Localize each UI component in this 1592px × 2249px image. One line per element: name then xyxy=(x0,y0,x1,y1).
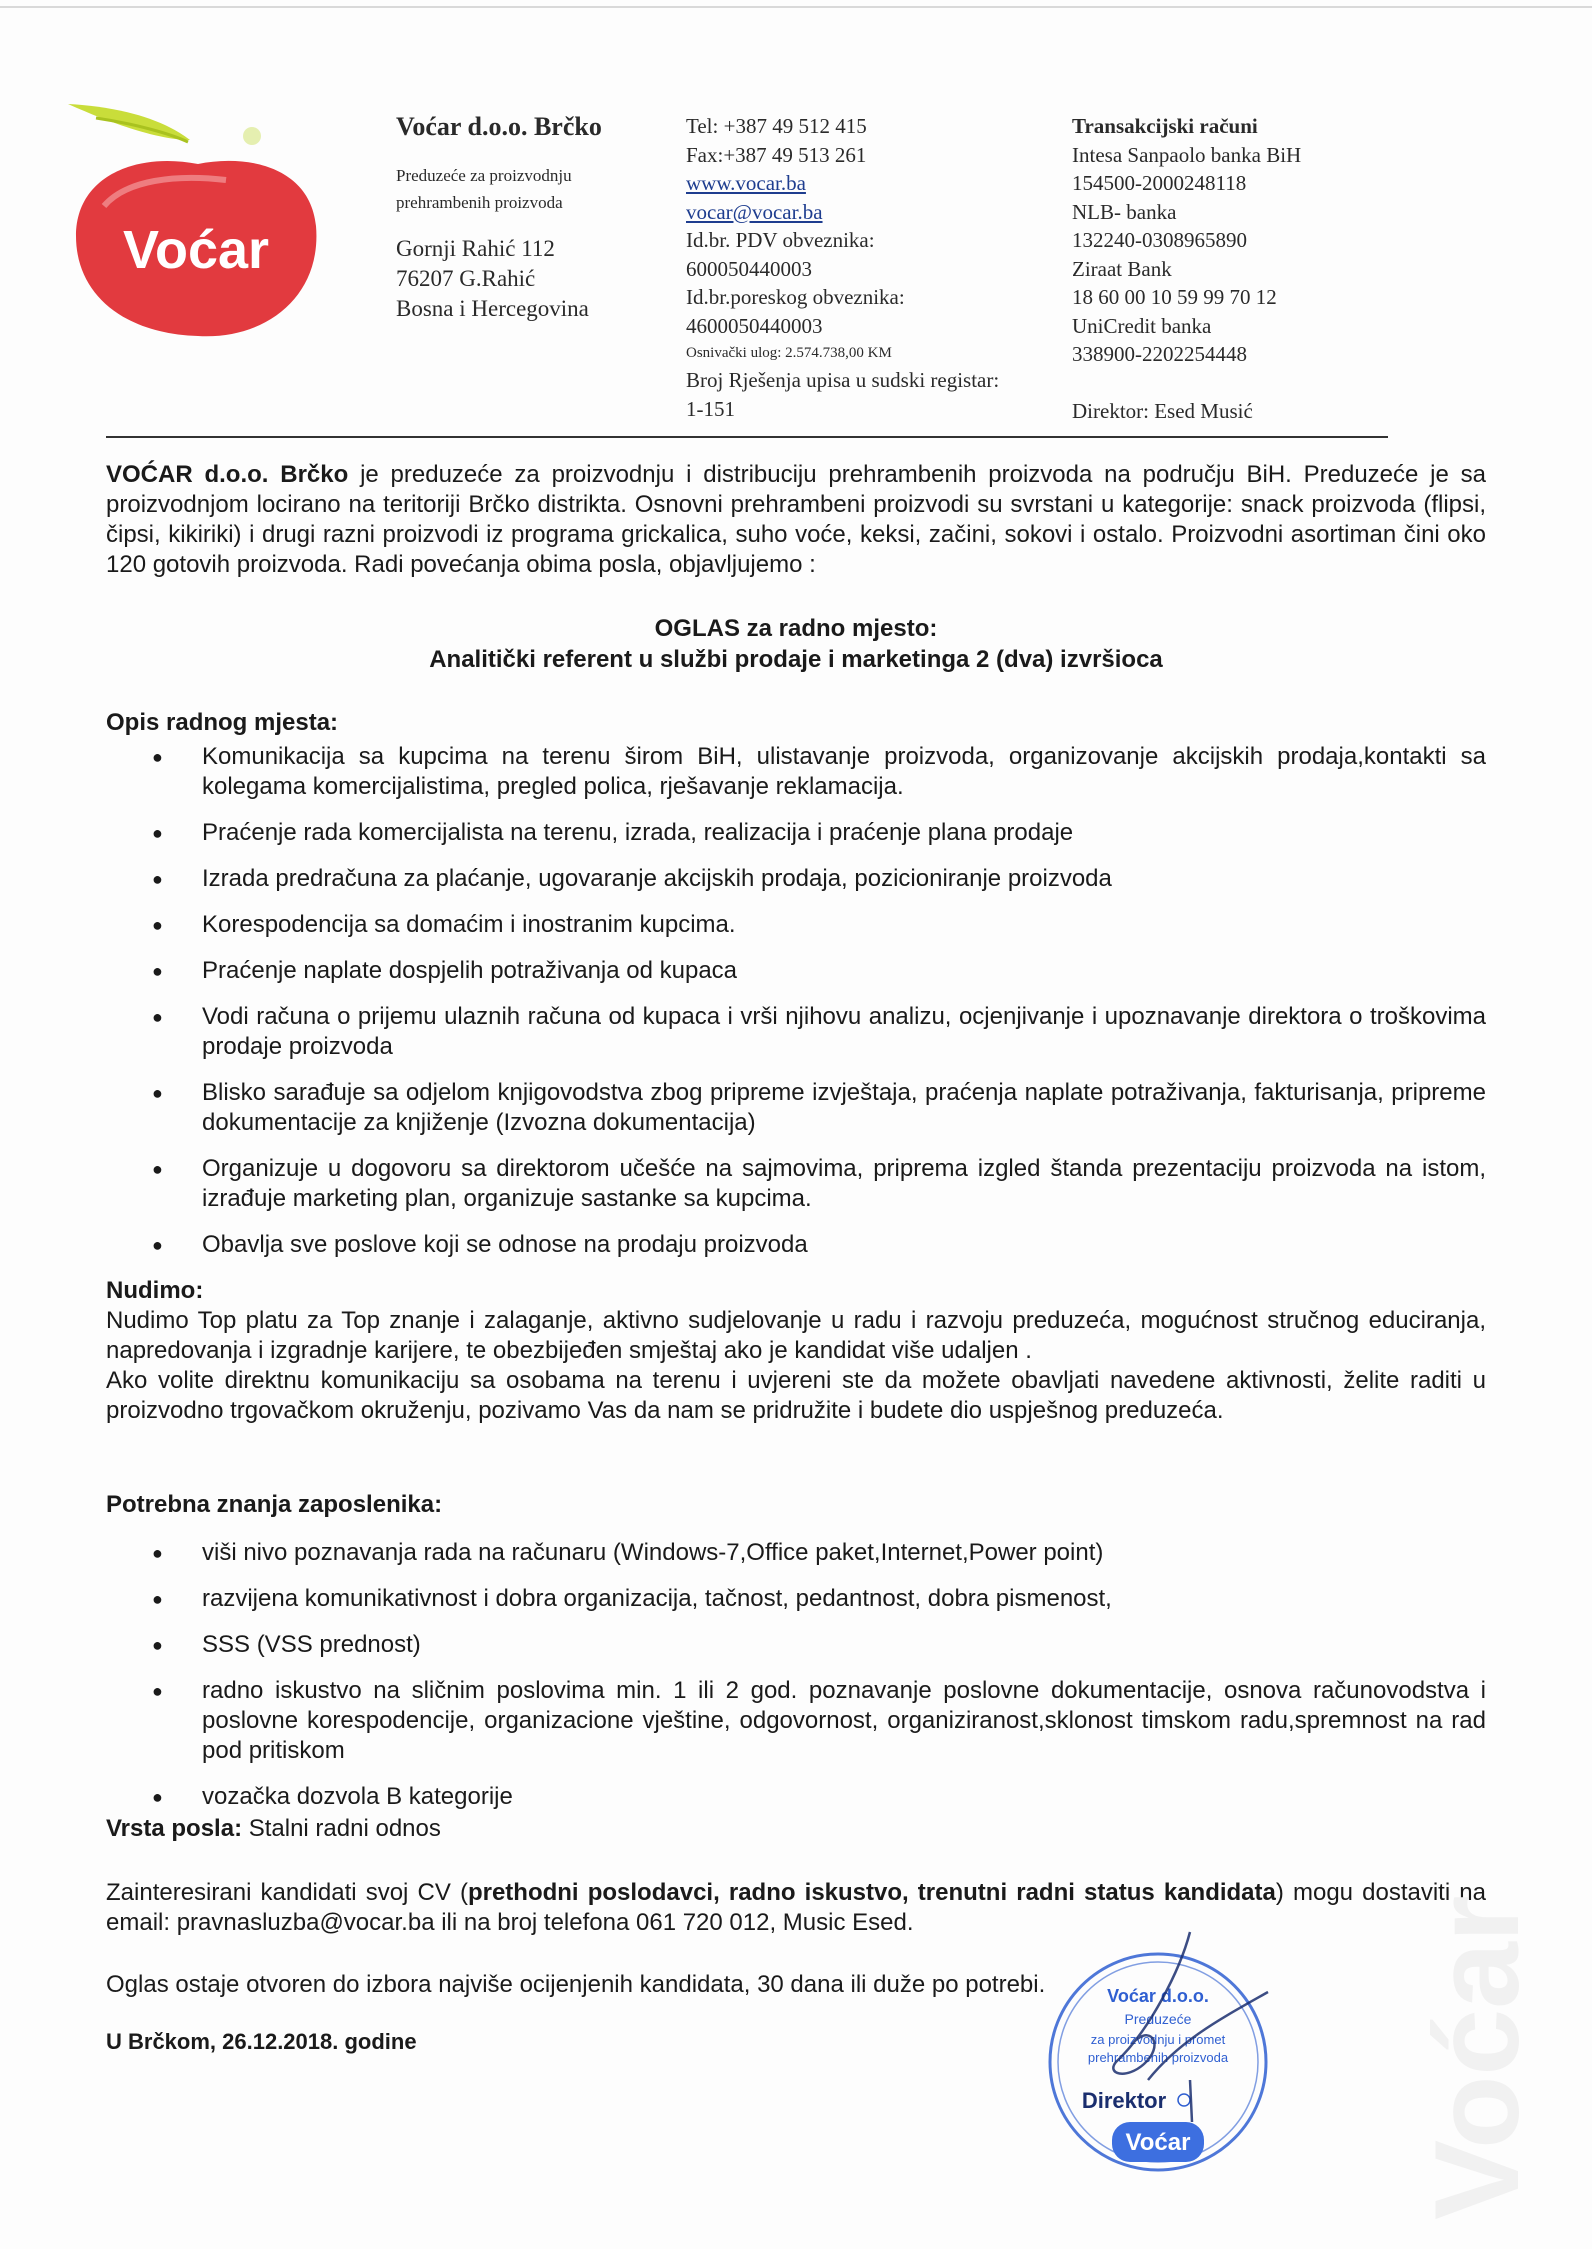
company-address-1: Gornji Rahić 112 xyxy=(396,236,555,261)
svg-text:Preduzeće: Preduzeće xyxy=(1124,2011,1192,2027)
svg-text:Voćar d.o.o.: Voćar d.o.o. xyxy=(1107,1986,1209,2006)
svg-text:Direktor: Direktor xyxy=(1081,2088,1167,2113)
watermark-text: Voćar xyxy=(1410,1895,1544,2220)
vocar-watermark xyxy=(1408,1740,1558,2240)
pdv-label: Id.br. PDV obveznika: xyxy=(686,228,875,252)
intro-company: VOĆAR d.o.o. Brčko xyxy=(106,461,349,488)
job-type xyxy=(106,1814,1486,1844)
list-item: ● viši nivo poznavanja rada na računaru (Windows-7,Office paket,Internet,Power point) xyxy=(152,1539,1104,1566)
list-item: ● razvijena komunikativnost i dobra organizacija, tačnost, pedantnost, dobra pismenost, xyxy=(152,1585,1112,1612)
director: Direktor: Esed Musić xyxy=(1072,398,1253,423)
bank-2: NLB- banka xyxy=(1072,199,1177,224)
validity-text: Oglas ostaje otvoren do izbora najviše ocijenjenih kandidata, 30 dana ili duže po potrebi. xyxy=(106,1971,1046,1998)
court-label: Broj Rješenja upisa u sudski registar: xyxy=(686,368,1000,392)
job-type-label: Vrsta posla: xyxy=(106,1815,243,1842)
pdv-number: 600050440003 xyxy=(686,256,812,281)
company-desc-1: Preduzeće za proizvodnju xyxy=(396,166,572,185)
list-item: ● Obavlja sve poslove koji se odnose na prodaju proizvoda xyxy=(152,1231,808,1258)
svg-text:prehrambenih proizvoda: prehrambenih proizvoda xyxy=(1087,2050,1229,2065)
list-item: ● Blisko sarađuje sa odjelom knjigovodstva zbog pripreme izvještaja, praćenja naplate potraživanja, fakturisanja, pripreme dokumentacije za knjiženje (Izvozna dokumentacija) xyxy=(152,1079,1486,1136)
intro-paragraph xyxy=(106,460,1486,580)
place-date: U Brčkom, 26.12.2018. godine xyxy=(106,2029,417,2054)
company-address-2: 76207 G.Rahić xyxy=(396,266,536,291)
bank-accounts xyxy=(1072,112,1301,425)
director-stamp xyxy=(1040,1930,1280,2180)
requirements-list xyxy=(106,1538,1486,1812)
list-item: ● Praćenje rada komercijalista na terenu, izrada, realizacija i praćenje plana prodaje xyxy=(152,819,1074,846)
account-1: 154500-2000248118 xyxy=(1072,171,1247,195)
list-item: ● Praćenje naplate dospjelih potraživanja od kupaca xyxy=(152,957,738,984)
account-4: 338900-2202254448 xyxy=(1072,342,1247,366)
application-paragraph: Zainteresirani kandidati svoj CV (prethodni poslodavci, radno iskustvo, trenutni radni status kandidata) mogu dostaviti na email: pravnasluzba@vocar.ba ili na broj telefona 061 720 012, Music Esed. xyxy=(106,1879,1486,1936)
list-item: ● Vodi računa o prijemu ulaznih računa od kupaca i vrši njihovu analizu, ocjenjivanje i upoznavanje direktora o troškovima prodaje proizvoda xyxy=(152,1003,1486,1060)
ad-title-2: Analitički referent u službi prodaje i marketinga 2 (dva) izvršioca xyxy=(429,646,1163,673)
list-item: ● Organizuje u dogovoru sa direktorom učešće na sajmovima, priprema izgled štanda prezentaciju proizvoda na istom, izrađuje marketing plan, organizuje sastanke sa kupcima. xyxy=(152,1155,1486,1212)
capital: Osnivački ulog: 2.574.738,00 KM xyxy=(686,345,892,361)
phone: Tel: +387 49 512 415 xyxy=(686,114,867,138)
fax: Fax:+387 49 513 261 xyxy=(686,142,867,167)
offer-heading: Nudimo: xyxy=(106,1277,204,1304)
list-item: ● vozačka dozvola B kategorije xyxy=(152,1783,513,1810)
logo-text: Voćar xyxy=(122,220,270,280)
tax-label: Id.br.poreskog obveznika: xyxy=(686,285,905,309)
tax-number: 4600050440003 xyxy=(686,313,823,338)
list-item: ● Komunikacija sa kupcima na terenu širom BiH, ulistavanje proizvoda, organizovanje akcijskih prodaja,kontakti sa kolegama komercijalistima, pregled polica, rješavanje reklamacija. xyxy=(152,743,1486,800)
list-item: ● radno iskustvo na sličnim poslovima min. 1 ili 2 god. poznavanje poslovne dokumentacije, osnova računovodstva i poslovne korespodencije, organizacione vještine, odgovornost, organiziranost,sklonost timskom radu,spremnost na rad pod pritiskom xyxy=(152,1677,1486,1764)
list-item: ● Izrada predračuna za plaćanje, ugovaranje akcijskih prodaja, pozicioniranje proizvoda xyxy=(152,865,1112,892)
description-list xyxy=(106,742,1486,1260)
account-3: 18 60 00 10 59 99 70 12 xyxy=(1072,285,1277,309)
offer-paragraph-1: Nudimo Top platu za Top znanje i zalaganje, aktivno sudjelovanje u radu i razvoju preduzeća, mogućnost stručnog educiranja, napredovanja i izgradnje karijere, te obezbijeđen smještaj ako je kandidat više udaljen . xyxy=(106,1307,1486,1364)
requirements-heading: Potrebna znanja zaposlenika: xyxy=(106,1491,443,1518)
list-item: ● SSS (VSS prednost) xyxy=(152,1631,421,1658)
scan-top-edge xyxy=(0,6,1592,8)
bank-4: UniCredit banka xyxy=(1072,313,1212,338)
account-2: 132240-0308965890 xyxy=(1072,228,1247,252)
ad-title-1: OGLAS za radno mjesto: xyxy=(654,615,938,642)
svg-text:za proizvodnju i promet: za proizvodnju i promet xyxy=(1090,2032,1226,2047)
offer-paragraph-2: Ako volite direktnu komunikaciju sa osobama na terenu i uvjereni ste da možete obavljati navedene aktivnosti, želite raditi u proizvodno trgovačkom okruženju, pozivamo Vas da nam se pridružite i budete dio uspješnog preduzeća. xyxy=(106,1367,1486,1424)
website-link[interactable]: www.vocar.ba xyxy=(686,171,806,195)
company-desc-2: prehrambenih proizvoda xyxy=(396,193,563,212)
svg-text:Voćar: Voćar xyxy=(1125,2129,1191,2156)
intro-text: je preduzeće za proizvodnju i distribuciju prehrambenih proizvoda na području BiH. Preduzeće je sa proizvodnjom locirano na teritoriji Brčko distrikta. Osnovni prehrambeni proizvodi su svrstani u kategorije: snack proizvoda (flipsi, čipsi, kikiriki) i drugi razni proizvodi iz programa grickalica, suho voće, keksi, začini, sokovi i ostalo. Proizvodni asortiman čini oko 120 gotovih proizvoda. Radi povećanja obima posla, objavljujemo : xyxy=(106,461,1486,578)
company-info xyxy=(396,112,602,324)
job-type-value: Stalni radni odnos xyxy=(242,1815,441,1842)
company-name: Voćar d.o.o. Brčko xyxy=(396,112,602,141)
bank-1: Intesa Sanpaolo banka BiH xyxy=(1072,142,1302,167)
company-address-3: Bosna i Hercegovina xyxy=(396,296,589,321)
contact-info xyxy=(686,112,999,423)
court-number: 1-151 xyxy=(686,396,735,421)
accounts-title: Transakcijski računi xyxy=(1072,114,1258,138)
description-heading: Opis radnog mjesta: xyxy=(106,709,339,736)
vocar-logo xyxy=(66,96,330,346)
list-item: ● Korespodencija sa domaćim i inostranim kupcima. xyxy=(152,911,736,938)
email-link[interactable]: vocar@vocar.ba xyxy=(686,199,823,224)
bank-3: Ziraat Bank xyxy=(1072,256,1172,281)
header-divider xyxy=(106,436,1388,438)
